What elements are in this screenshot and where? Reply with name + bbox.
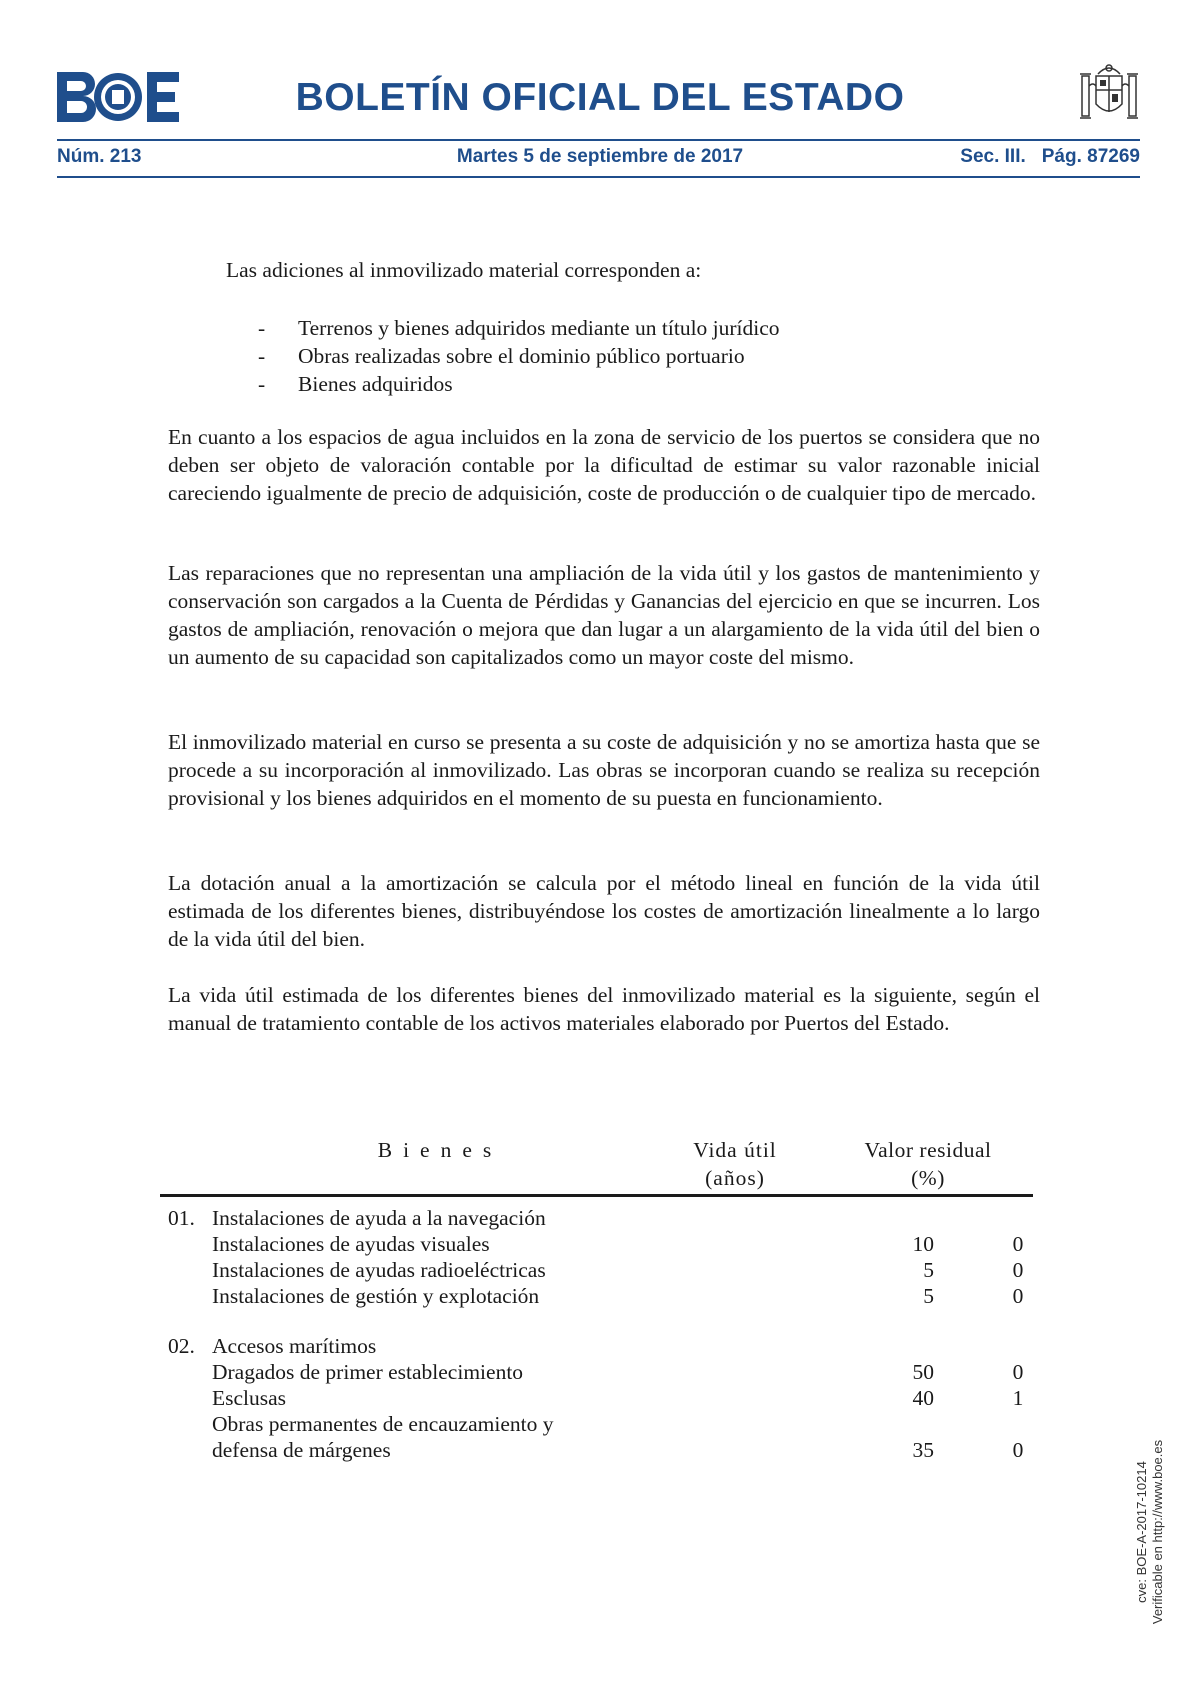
table-row: 02. Accesos marítimos	[168, 1334, 377, 1358]
list-item: - Bienes adquiridos	[258, 372, 453, 396]
table-header-vida-util: Vida útil (años)	[693, 1138, 777, 1190]
table-spacer	[168, 1310, 1038, 1334]
table-row: Instalaciones de ayudas radioeléctricas 5 0	[212, 1258, 1024, 1282]
table-header-valor-residual: Valor residual (%)	[864, 1138, 992, 1190]
verification-note	[1134, 1372, 1174, 1692]
table-row: defensa de márgenes 35 0	[212, 1438, 1024, 1462]
table-header-bienes: Bienes	[377, 1138, 503, 1162]
issue-number: Núm. 213	[57, 146, 142, 167]
issue-date: Martes 5 de septiembre de 2017	[456, 146, 744, 167]
table-row: Instalaciones de ayudas visuales 10 0	[212, 1232, 1024, 1256]
boe-logo	[57, 72, 179, 122]
table-body	[168, 1206, 1038, 1464]
header-rule-bottom	[57, 176, 1140, 178]
table-row: Instalaciones de gestión y explotación 5 0	[212, 1284, 1024, 1308]
verification-link[interactable]: Verificable en http://www.boe.es	[1150, 1439, 1165, 1625]
section-page	[960, 146, 1140, 168]
page-label: Pág. 87269	[1041, 146, 1140, 167]
coat-of-arms-icon	[1078, 60, 1140, 128]
cve-code: cve: BOE-A-2017-10214	[1134, 1461, 1149, 1603]
bullet-list	[258, 314, 780, 398]
paragraph: En cuanto a los espacios de agua incluidos en la zona de servicio de los puertos se considera que no deben ser objeto de valoración contable por la dificultad de estimar su valor razonable inicial careciendo igualmente de precio de adquisición, coste de producción o de cualquier tipo de mercado.	[168, 425, 1040, 505]
table-row: Dragados de primer establecimiento 50 0	[212, 1360, 1024, 1384]
masthead-title: BOLETÍN OFICIAL DEL ESTADO	[295, 76, 905, 119]
header-rule-top	[57, 139, 1140, 141]
list-item: - Terrenos y bienes adquiridos mediante un título jurídico	[258, 316, 780, 340]
paragraph: La vida útil estimada de los diferentes bienes del inmovilizado material es la siguiente, según el manual de tratamiento contable de los activos materiales elaborado por Puertos del Estado.	[168, 983, 1040, 1035]
intro-text: Las adiciones al inmovilizado material corresponden a:	[226, 258, 702, 282]
paragraph: Las reparaciones que no representan una ampliación de la vida útil y los gastos de mantenimiento y conservación son cargados a la Cuenta de Pérdidas y Ganancias del ejercicio en que se incurren. Los gastos de ampliación, renovación o mejora que dan lugar a un alargamiento de la vida útil del bien o un aumento de su capacidad son capitalizados como un mayor coste del mismo.	[168, 561, 1040, 669]
table-row: Obras permanentes de encauzamiento y	[212, 1412, 554, 1436]
list-item: - Obras realizadas sobre el dominio público portuario	[258, 344, 745, 368]
table-row: 01. Instalaciones de ayuda a la navegación	[168, 1206, 546, 1230]
paragraph: La dotación anual a la amortización se calcula por el método lineal en función de la vida útil estimada de los diferentes bienes, distribuyéndose los costes de amortización linealmente a lo largo de la vida útil del bien.	[168, 871, 1040, 951]
table-header-rule	[160, 1194, 1033, 1197]
paragraph: El inmovilizado material en curso se presenta a su coste de adquisición y no se amortiza hasta que se procede a su incorporación al inmovilizado. Las obras se incorporan cuando se realiza su recepción provisional y los bienes adquiridos en el momento de su puesta en funcionamiento.	[168, 730, 1040, 810]
section-label: Sec. III.	[960, 146, 1026, 167]
table-row: Esclusas 40 1	[212, 1386, 1024, 1410]
